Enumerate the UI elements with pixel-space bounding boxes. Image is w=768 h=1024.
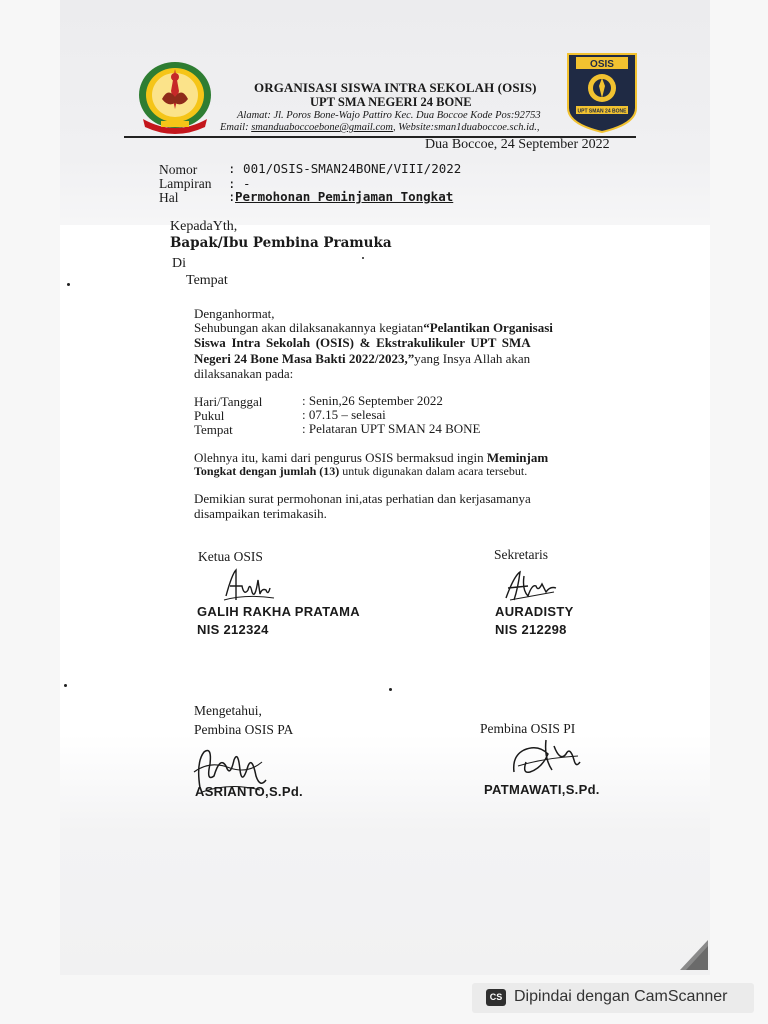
salutation: KepadaYth, — [170, 219, 238, 234]
letter-page — [60, 0, 710, 975]
pembina-pa-name: ASRIANTO,S.Pd. — [195, 784, 303, 799]
letter-date: Dua Boccoe, 24 September 2022 — [425, 137, 610, 152]
website-text: , Website:sman1duaboccoe.sch.id., — [392, 122, 540, 133]
detail-value-place: : Pelataran UPT SMAN 24 BONE — [302, 421, 481, 436]
detail-value-time: : 07.15 – selesai — [302, 407, 386, 422]
request-line-2 — [194, 464, 527, 479]
osis-badge-label: OSIS — [590, 59, 614, 70]
recipient: Bapak/Ibu Pembina Pramuka — [170, 235, 392, 251]
pembina-pa-title: Pembina OSIS PA — [194, 722, 294, 737]
organization-name: ORGANISASI SISWA INTRA SEKOLAH (OSIS) — [254, 80, 537, 95]
pembina-pi-name: PATMAWATI,S.Pd. — [484, 782, 600, 797]
place-text: Tempat — [186, 273, 228, 288]
intro-line-1-plain: Sehubungan akan dilaksanakannya kegiatan — [194, 320, 424, 335]
scan-speck — [64, 684, 67, 687]
request-line-2-plain: untuk digunakan dalam acara tersebut. — [339, 464, 528, 478]
intro-line-3-plain: yang Insya Allah akan — [414, 351, 531, 366]
intro-line-4 — [194, 366, 293, 382]
school-contact — [220, 122, 540, 133]
closing-line-2: disampaikan terimakasih. — [194, 506, 327, 521]
school-emblem-icon — [135, 57, 215, 137]
intro-line-4-plain: dilaksanakan pada: — [194, 366, 294, 381]
request-line-2-bold: Tongkat dengan jumlah (13) — [194, 464, 340, 478]
ketua-title: Ketua OSIS — [198, 549, 263, 564]
scan-speck — [362, 257, 364, 259]
intro-line-1 — [194, 320, 553, 336]
lampiran-label: Lampiran — [159, 176, 212, 191]
intro-line-2-bold: Siswa Intra Sekolah (OSIS) & Ekstrakulikuler UPT SMA — [194, 335, 531, 350]
scan-speck — [389, 688, 392, 691]
detail-label-time: Pukul — [194, 408, 225, 423]
scan-speck — [67, 283, 70, 286]
acknowledged-label: Mengetahui, — [194, 703, 262, 718]
email-address: smanduaboccoebone@gmail.com — [251, 122, 393, 133]
request-line-1-bold: Meminjam — [486, 450, 549, 465]
detail-label-day: Hari/Tanggal — [194, 394, 263, 409]
osis-badge-icon — [566, 52, 638, 134]
pembina-pi-signature-icon — [508, 732, 584, 784]
page-corner-fold — [680, 940, 708, 970]
ketua-name: GALIH RAKHA PRATAMA — [197, 604, 360, 619]
hal-colon: : — [228, 189, 236, 204]
detail-label-place: Tempat — [194, 422, 233, 437]
sekretaris-title: Sekretaris — [494, 547, 548, 562]
school-name: UPT SMA NEGERI 24 BONE — [310, 95, 472, 109]
camscanner-watermark — [472, 983, 754, 1013]
ketua-signature-icon — [222, 566, 278, 606]
osis-badge-school: UPT SMAN 24 BONE — [577, 108, 627, 115]
di-text: Di — [172, 256, 186, 271]
closing-line-1: Demikian surat permohonan ini,atas perhatian dan kerjasamanya — [194, 491, 531, 506]
intro-line-1-bold: “Pelantikan Organisasi — [423, 320, 553, 335]
paper-shade-bottom — [60, 735, 710, 975]
intro-line-2 — [194, 335, 531, 351]
request-line-1-plain: Olehnya itu, kami dari pengurus OSIS bermaksud ingin — [194, 450, 487, 465]
sekretaris-signature-icon — [502, 566, 562, 606]
intro-line-3-bold: Negeri 24 Bone Masa Bakti 2022/2023,” — [194, 351, 415, 366]
hal-label: Hal — [159, 190, 179, 205]
sekretaris-nis: NIS 212298 — [495, 622, 567, 637]
sekretaris-name: AURADISTY — [495, 604, 574, 619]
nomor-value: : 001/OSIS-SMAN24BONE/VIII/2022 — [228, 161, 462, 176]
camscanner-text: Dipindai dengan CamScanner — [514, 988, 728, 1005]
pembina-pi-title: Pembina OSIS PI — [480, 721, 576, 736]
nomor-label: Nomor — [159, 162, 198, 177]
lampiran-value: : - — [228, 176, 251, 191]
hal-value: Permohonan Peminjaman Tongkat — [235, 189, 454, 204]
camscanner-logo-icon: CS — [486, 989, 506, 1006]
detail-value-day: : Senin,26 September 2022 — [302, 393, 443, 408]
greeting: Denganhormat, — [194, 306, 275, 321]
school-address: Alamat: Jl. Poros Bone-Wajo Pattiro Kec. Dua Boccoe Kode Pos:92753 — [237, 110, 541, 121]
ketua-nis: NIS 212324 — [197, 622, 269, 637]
intro-line-3 — [194, 351, 530, 367]
email-label: Email: — [220, 122, 252, 133]
